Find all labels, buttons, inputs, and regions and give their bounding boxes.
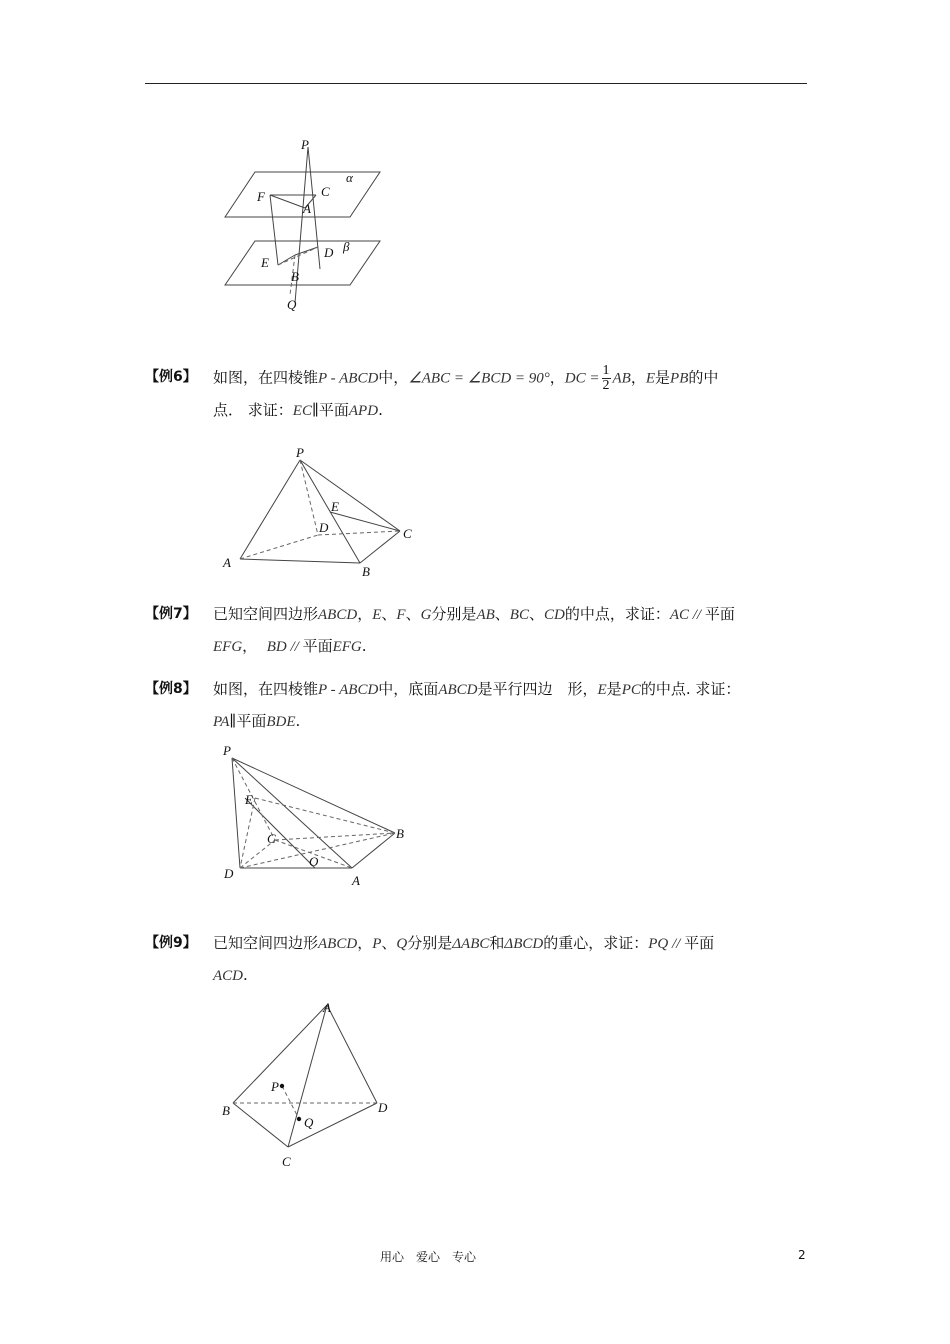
header-rule bbox=[145, 83, 807, 84]
label-e: E bbox=[261, 255, 269, 270]
example-8-body: 如图，在四棱锥P - ABCD中，底面ABCD是平行四边 形，E是PC的中点. 求证： PA∥平面BDE. bbox=[213, 680, 741, 730]
example-7-body: 已知空间四边形ABCD，E、F、G分别是AB、BC、CD的中点，求证：AC // 平面 EFG， BD // 平面EFG. bbox=[213, 605, 735, 655]
label-a: A bbox=[303, 201, 311, 216]
label-c: C bbox=[403, 526, 412, 541]
label-b: B bbox=[396, 826, 404, 841]
figure-pyramid-ex8 bbox=[215, 740, 415, 890]
fraction-one-half: $\frac{1}{2}$ bbox=[602, 363, 610, 393]
label-c: C bbox=[282, 1154, 291, 1169]
example-7-tag: 【例7】 bbox=[145, 606, 197, 622]
label-b: B bbox=[291, 269, 299, 284]
label-e: E bbox=[331, 499, 339, 514]
label-b: B bbox=[362, 564, 370, 579]
footer-text: 用心 爱心 专心 bbox=[380, 1250, 477, 1264]
example-9-tag: 【例9】 bbox=[145, 935, 197, 951]
label-beta: β bbox=[343, 239, 350, 254]
example-8-tag: 【例8】 bbox=[145, 681, 197, 697]
label-p: P bbox=[271, 1079, 279, 1094]
label-c: C bbox=[267, 831, 276, 846]
figure-parallel-planes bbox=[215, 135, 395, 320]
figure-tetrahedron-ex9 bbox=[215, 995, 405, 1175]
label-a: A bbox=[323, 1000, 331, 1015]
label-a: A bbox=[352, 873, 360, 888]
label-f: F bbox=[257, 189, 265, 204]
label-e: E bbox=[245, 792, 253, 807]
label-q: Q bbox=[287, 297, 297, 312]
label-alpha: α bbox=[346, 170, 353, 185]
label-p: P bbox=[223, 743, 231, 758]
label-p: P bbox=[301, 137, 309, 152]
label-d: D bbox=[224, 866, 234, 881]
example-9-body: 已知空间四边形ABCD，P、Q分别是ΔABC和ΔBCD的重心，求证：PQ // 平面 ACD. bbox=[213, 934, 715, 984]
page-number: 2 bbox=[798, 1248, 806, 1262]
label-d: D bbox=[324, 245, 334, 260]
figure-pyramid-ex6 bbox=[215, 440, 425, 585]
label-p: P bbox=[296, 445, 304, 460]
label-o: O bbox=[309, 854, 319, 869]
plane-beta bbox=[225, 241, 380, 285]
label-d: D bbox=[378, 1100, 388, 1115]
point-p bbox=[280, 1084, 284, 1088]
example-6-tag: 【例6】 bbox=[145, 369, 197, 385]
example-6-body: 如图，在四棱锥P - ABCD中，∠ABC = ∠BCD = 90°，DC = $\frac{1}{2}$ AB，E是PB的中 点． 求证：EC∥平面APD. bbox=[213, 363, 719, 419]
label-d: D bbox=[319, 520, 329, 535]
label-q: Q bbox=[304, 1115, 314, 1130]
point-q bbox=[297, 1117, 301, 1121]
label-b: B bbox=[222, 1103, 230, 1118]
label-a: A bbox=[223, 555, 231, 570]
label-c: C bbox=[321, 184, 330, 199]
